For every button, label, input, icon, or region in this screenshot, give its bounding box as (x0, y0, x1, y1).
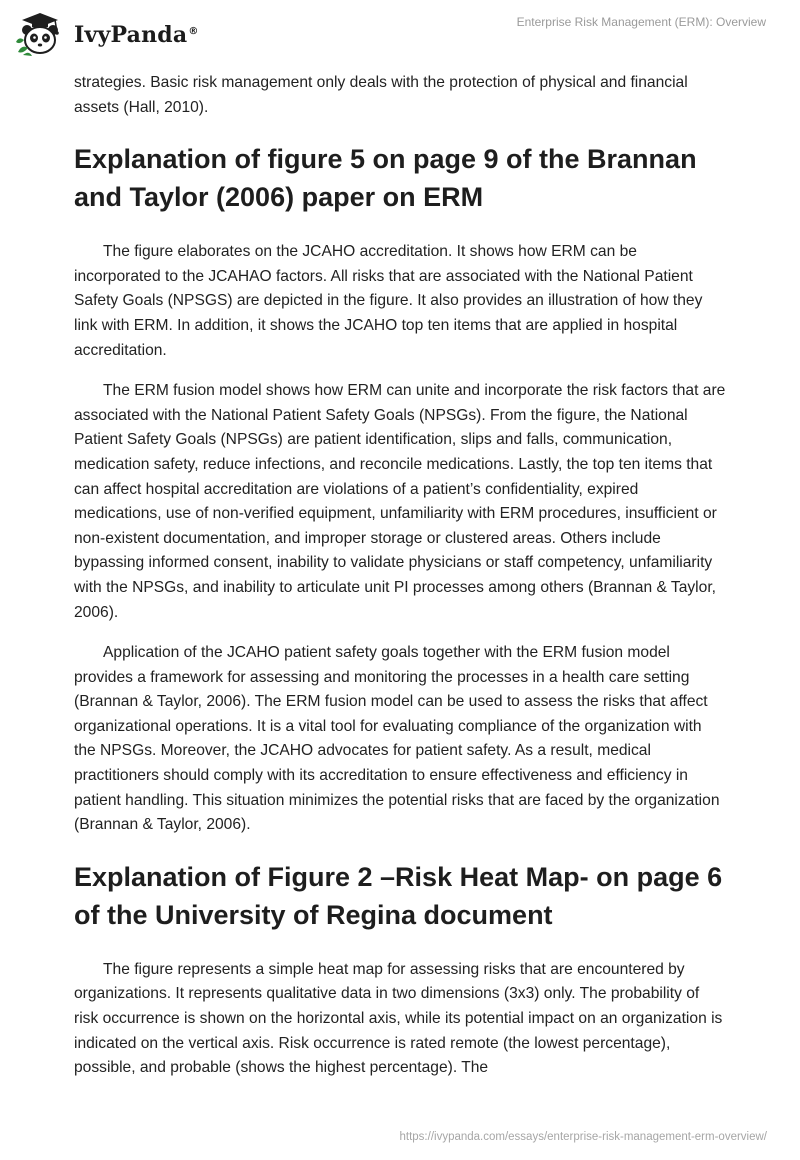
body-paragraph: Application of the JCAHO patient safety goals together with the ERM fusion model provides a framework for assessing and monitoring the processes in a health care setting (Brannan & Taylor, 2006). The ERM fusion model can be used to assess the risks that affect organizational operations. It is a vital tool for evaluating compliance of the organization with the NPSGs. Moreover, the JCAHO advocates for patient safety. As a result, medical practitioners should comply with its accreditation to ensure effectiveness and efficiency in patient handling. This situation minimizes the potential risks that are faced by the organization (Brannan & Taylor, 2006). (74, 644, 720, 834)
brand-name: IvyPanda® (74, 22, 199, 48)
intro-paragraph: strategies. Basic risk management only deals with the protection of physical and financial assets (Hall, 2010). (74, 74, 688, 116)
section-heading-figure-5: Explanation of figure 5 on page 9 of the Brannan and Taylor (2006) paper on ERM (74, 144, 697, 213)
article-body (74, 71, 726, 1081)
body-paragraph: The ERM fusion model shows how ERM can unite and incorporate the risk factors that are associated with the National Patient Safety Goals (NPSGs). From the figure, the National Patient Safety Goals (NPSGs) are patient identification, slips and falls, communication, medication safety, reduce infections, and reconcile medications. Lastly, the top ten items that can affect hospital accreditation are violations of a patient’s confidentiality, expired medications, use of non-verified equipment, unfamiliarity with ERM procedures, insufficient or non-existent documentation, and improper storage or clustered areas. Others include bypassing informed consent, inability to validate physicians or staff competency, unfamiliarity with the NPSGs, and inability to articulate unit PI processes among others (Brannan & Taylor, 2006). (74, 382, 726, 621)
page-header (0, 0, 800, 62)
section-heading-risk-heat-map: Explanation of Figure 2 –Risk Heat Map- on page 6 of the University of Regina document (74, 861, 723, 930)
body-paragraph: The figure elaborates on the JCAHO accreditation. It shows how ERM can be incorporated to the JCAHAO factors. All risks that are associated with the National Patient Safety Goals (NPSGS) are depicted in the figure. It also provides an illustration of how they link with ERM. In addition, it shows the JCAHO top ten items that are applied in hospital accreditation. (74, 243, 703, 359)
source-url[interactable]: https://ivypanda.com/essays/enterprise-risk-management-erm-overview/ (399, 1131, 767, 1143)
registered-mark: ® (188, 25, 199, 37)
document-title: Enterprise Risk Management (ERM): Overview (516, 15, 766, 29)
panda-graduate-logo-icon (14, 8, 74, 58)
ivypanda-logo[interactable] (14, 8, 199, 58)
body-paragraph: The figure represents a simple heat map for assessing risks that are encountered by organizations. It represents qualitative data in two dimensions (3x3) only. The probability of risk occurrence is shown on the horizontal axis, while its potential impact on an organization is indicated on the vertical axis. Risk occurrence is rated remote (the lowest percentage), possible, and probable (shows the highest percentage). The (74, 960, 723, 1077)
